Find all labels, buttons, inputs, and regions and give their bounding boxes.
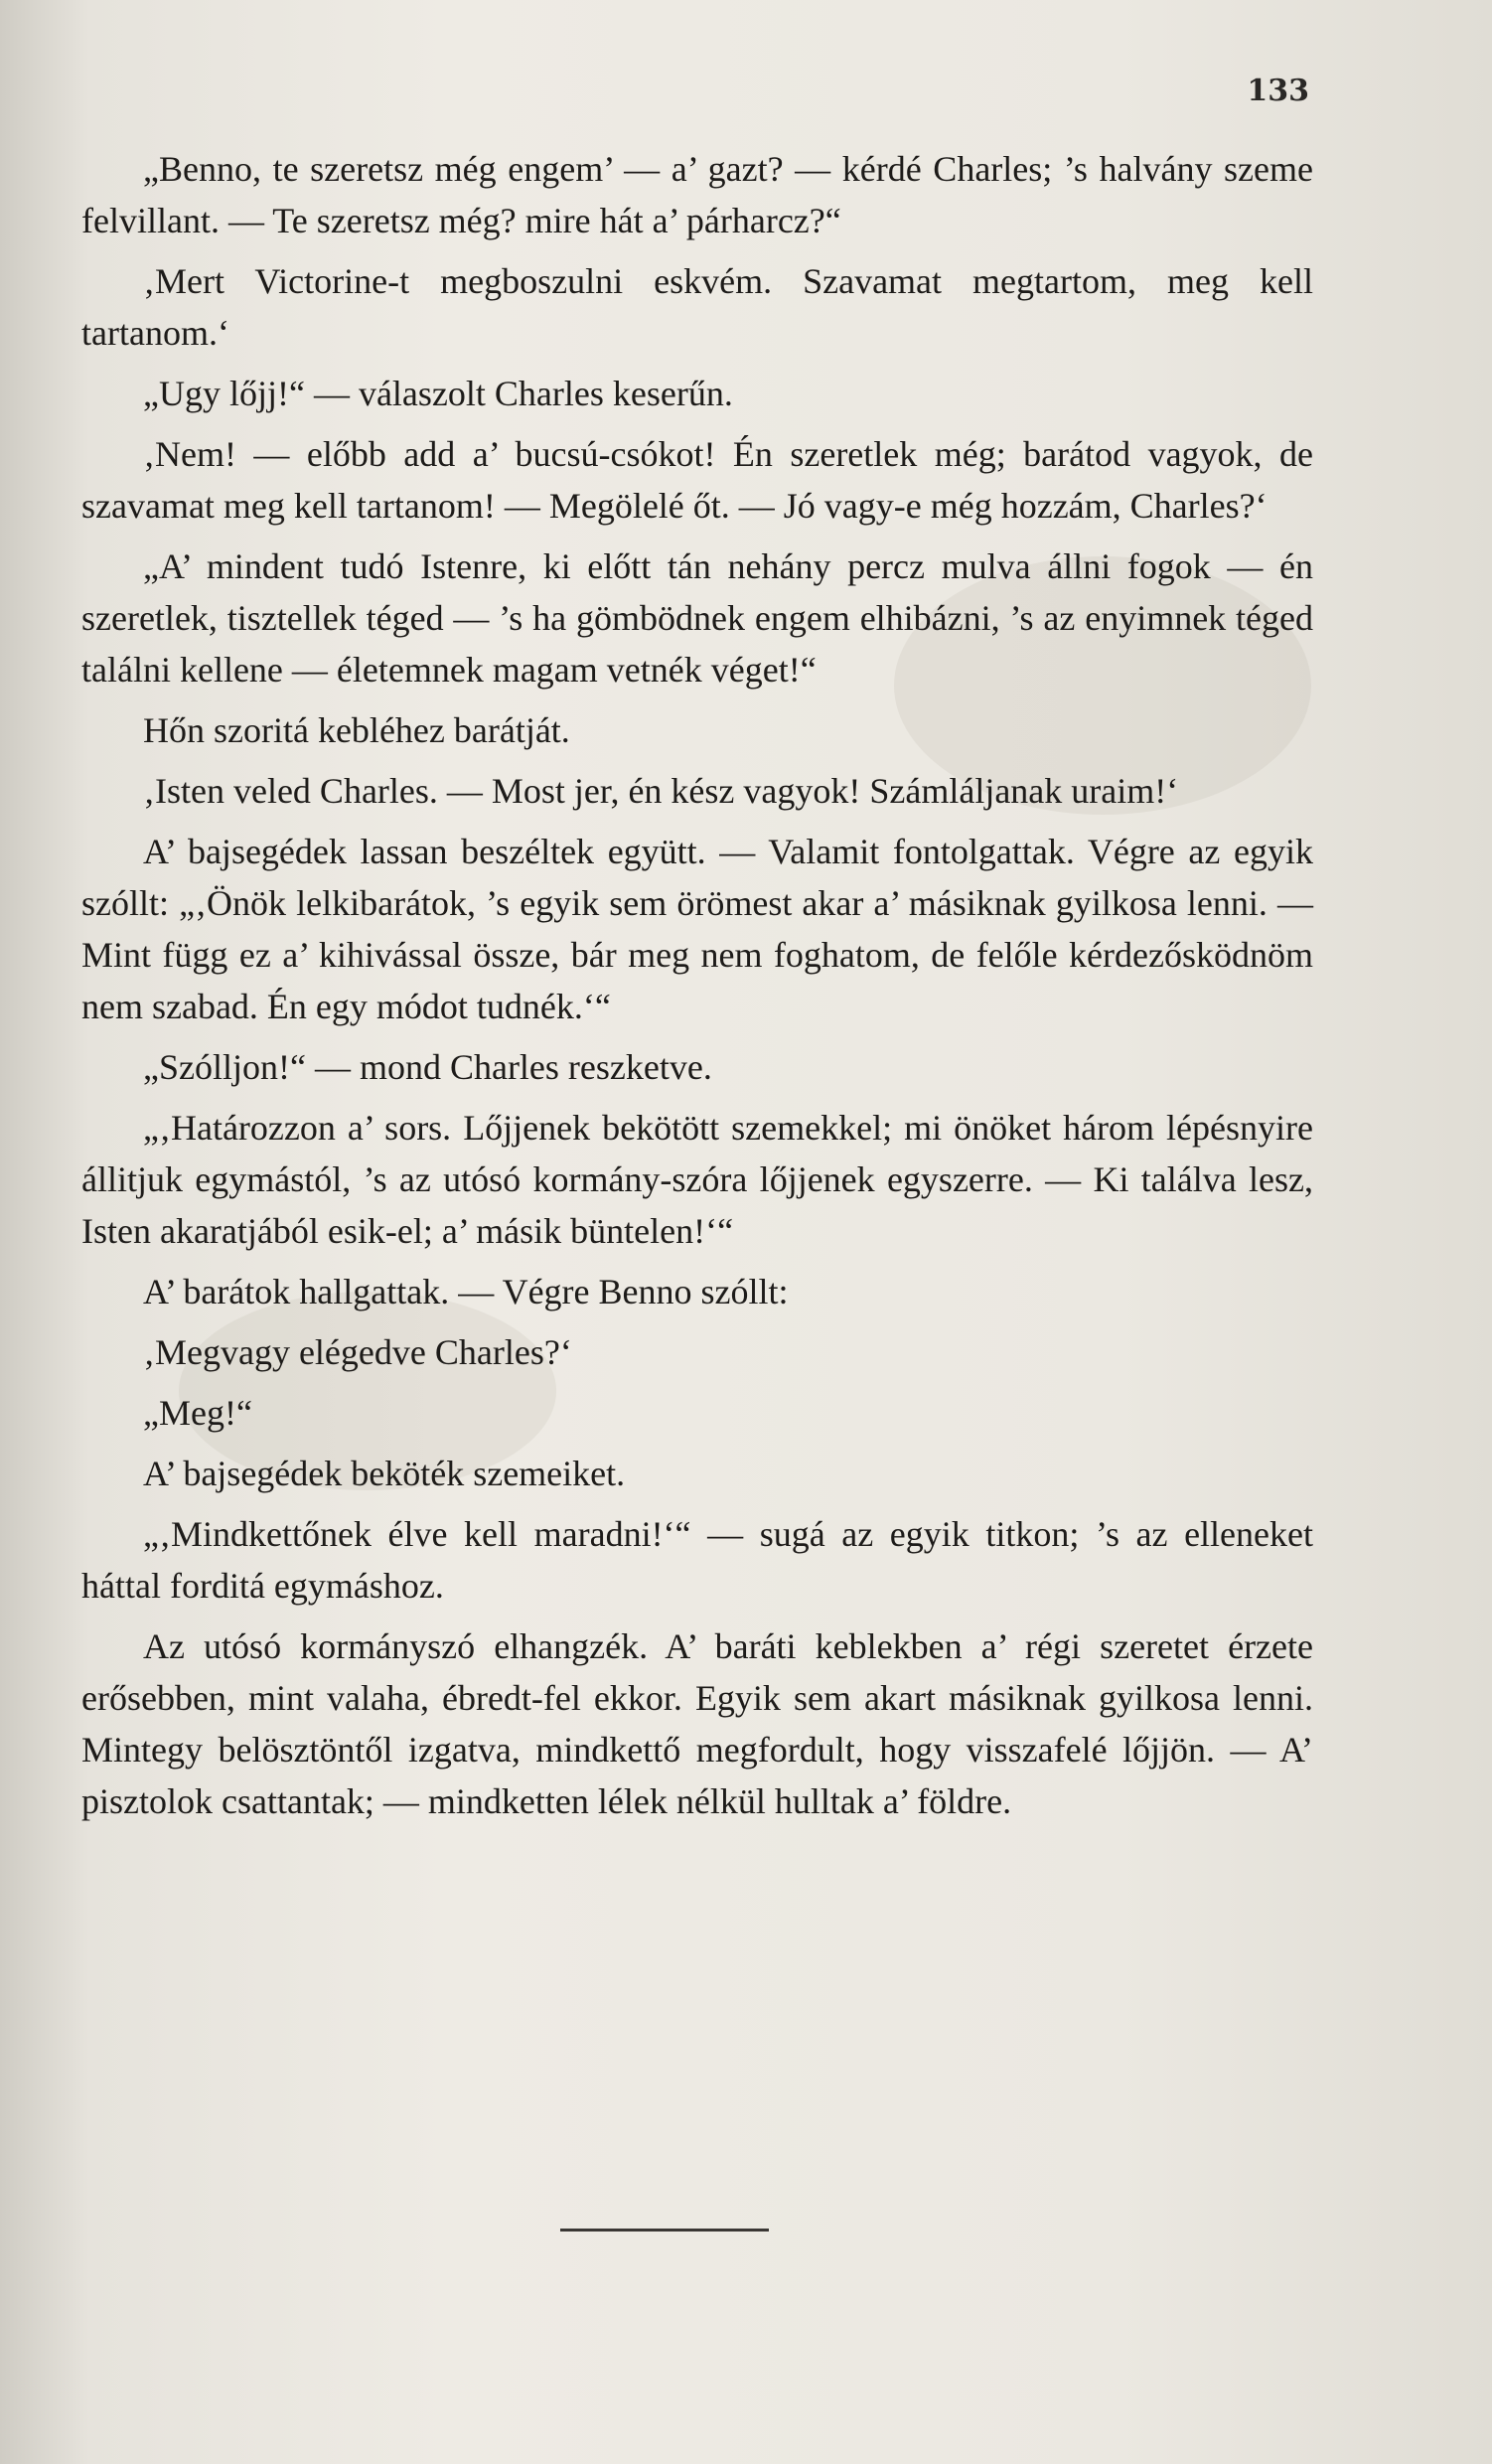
paragraph: ‚Nem! — előbb add a’ bucsú-csókot! Én szeretlek még; barátod vagyok, de szavamat meg kell tartanom! — Megölelé őt. — Jó vagy-e még hozzám, Charles?‘ xyxy=(81,434,1313,526)
paragraph: „Ugy lőjj!“ — válaszolt Charles keserűn. xyxy=(143,374,733,413)
paragraph: „A’ mindent tudó Istenre, ki előtt tán nehány percz mulva állni fogok — én szeretlek, tisztellek téged — ’s ha gömbödnek engem elhibázni, ’s az enyimnek téged találni kellene — életemnek magam vetnék véget!“ xyxy=(81,546,1313,690)
paragraph: A’ barátok hallgattak. — Végre Benno szóllt: xyxy=(143,1272,789,1311)
section-end-rule xyxy=(560,2229,769,2232)
paragraph: „Benno, te szeretsz még engem’ — a’ gazt? — kérdé Charles; ’s halvány szeme felvillant. — Te szeretsz még? mire hát a’ párharcz?“ xyxy=(81,149,1313,240)
paragraph: „Meg!“ xyxy=(143,1393,252,1433)
page-body-text xyxy=(81,143,1313,1836)
paragraph: ‚Megvagy elégedve Charles?‘ xyxy=(143,1332,572,1372)
paragraph: „Szólljon!“ — mond Charles reszketve. xyxy=(143,1047,712,1087)
paragraph: A’ bajsegédek beköték szemeiket. xyxy=(143,1454,626,1493)
paragraph: „‚Mindkettőnek élve kell maradni!‘“ — sugá az egyik titkon; ’s az elleneket háttal forditá egymáshoz. xyxy=(81,1514,1313,1606)
paragraph: A’ bajsegédek lassan beszéltek együtt. — Valamit fontolgattak. Végre az egyik szóllt: „‚Önök lelkibarátok, ’s egyik sem örömest akar a’ másiknak gyilkosa lenni. — Mint függ ez a’ kihivással össze, bár meg nem foghatom, de felőle kérdezősködnöm nem szabad. Én egy módot tudnék.‘“ xyxy=(81,832,1313,1026)
paragraph: Hőn szoritá kebléhez barátját. xyxy=(143,710,570,750)
paragraph: ‚Isten veled Charles. — Most jer, én kész vagyok! Számláljanak uraim!‘ xyxy=(143,771,1179,811)
page-number: 133 xyxy=(1247,74,1309,108)
paragraph: Az utósó kormányszó elhangzék. A’ baráti keblekben a’ régi szeretet érzete erősebben, mint valaha, ébredt-fel ekkor. Egyik sem akart másiknak gyilkosa lenni. Mintegy belösztöntől izgatva, mindkettő megfordult, hogy visszafelé lőjjön. — A’ pisztolok csattantak; — mindketten lélek nélkül hulltak a’ földre. xyxy=(81,1626,1313,1821)
paragraph: ‚Mert Victorine-t megboszulni eskvém. Szavamat megtartom, meg kell tartanom.‘ xyxy=(81,261,1313,353)
paragraph: „‚Határozzon a’ sors. Lőjjenek bekötött szemekkel; mi önöket három lépésnyire állitjuk egymástól, ’s az utósó kormány-szóra lőjjenek egyszerre. — Ki találva lesz, Isten akaratjából esik-el; a’ másik büntelen!‘“ xyxy=(81,1108,1313,1251)
